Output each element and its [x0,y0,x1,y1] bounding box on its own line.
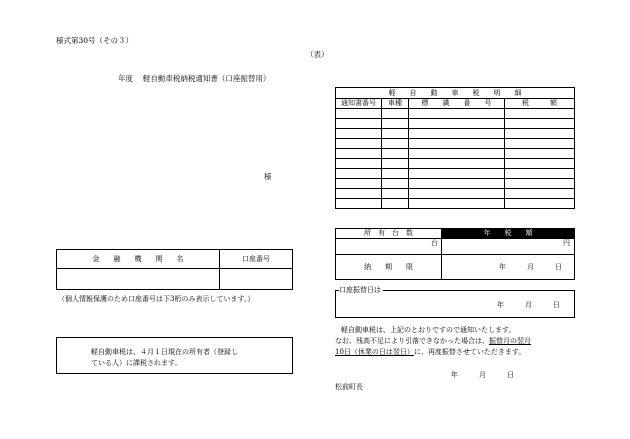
privacy-note: （個人情報保護のため口座番号は下3桁のみ表示しています。） [58,295,255,303]
detail-row [336,159,575,169]
detail-cell [382,189,409,199]
transfer-date-label: 口座振替日は [339,286,381,294]
transfer-date-value: 年 月 日 [497,301,560,309]
detail-row [336,199,575,209]
detail-cell [505,169,575,179]
detail-cell [336,129,382,139]
deadline-date: 年 月 日 [442,255,575,280]
detail-cell [409,199,505,209]
detail-cell [505,119,575,129]
vehicle-count-value: 台 [336,239,442,255]
notice-line3-text: に、再度振替させていただきます。 [413,348,526,356]
detail-cell [336,169,382,179]
detail-row [336,119,575,129]
annual-tax-label: 年 税 額 [442,229,575,239]
issue-date: 年 月 日 [451,371,514,379]
deadline-label: 納 期 限 [336,255,442,280]
detail-cell [336,179,382,189]
detail-table-title: 軽 自 動 車 税 明 細 [336,88,575,99]
tax-note-line1: 軽自動車税は、４月１日現在の所有者（登録し [91,348,238,356]
tax-summary-table [335,228,575,280]
notice-line1: 軽自動車税は、上記のとおりですので通知いたします。 [341,326,516,334]
detail-cell [336,109,382,119]
detail-cell [382,179,409,189]
detail-cell [505,159,575,169]
tax-note-line2: ている人）に課税されます。 [91,359,182,367]
bank-name-header: 金 融 機 関 名 [57,250,220,269]
detail-cell [382,129,409,139]
detail-cell [382,119,409,129]
detail-cell [382,109,409,119]
notice-line2-text: なお、残高不足により引落できなかった場合は、 [335,337,489,345]
detail-cell [382,149,409,159]
issuer-name: 松前町長 [335,383,363,391]
transfer-date-box [335,286,575,318]
detail-row [336,179,575,189]
header-vehicle-type: 車種 [382,99,409,109]
detail-cell [505,179,575,189]
bank-account-table [56,249,293,290]
addressee-suffix: 様 [264,172,272,181]
detail-cell [409,179,505,189]
detail-cell [505,139,575,149]
detail-cell [382,199,409,209]
notice-line2-underlined: 振替月の翌月 [489,337,531,345]
detail-row [336,109,575,119]
detail-cell [505,149,575,159]
detail-cell [505,109,575,119]
detail-cell [409,129,505,139]
notice-line3 [335,349,525,356]
detail-cell [409,149,505,159]
side-label: （表） [306,50,329,59]
detail-cell [409,159,505,169]
notice-line2 [335,338,531,345]
detail-cell [336,119,382,129]
header-plate-number: 標 識 番 号 [409,99,505,109]
annual-tax-value: 円 [442,239,575,255]
header-notice-number: 通知書番号 [336,99,382,109]
account-number-header: 口座番号 [220,250,293,269]
detail-cell [505,199,575,209]
header-tax-amount: 税 額 [505,99,575,109]
detail-cell [409,109,505,119]
detail-cell [336,159,382,169]
form-number: 様式第30号（その３） [56,36,134,45]
detail-cell [409,169,505,179]
detail-row [336,129,575,139]
detail-row [336,189,575,199]
detail-cell [336,189,382,199]
detail-cell [505,189,575,199]
detail-cell [505,129,575,139]
tax-detail-table [335,87,575,209]
detail-cell [336,139,382,149]
detail-cell [409,139,505,149]
vehicle-count-label: 所 有 台 数 [336,229,442,239]
detail-cell [382,159,409,169]
detail-cell [409,119,505,129]
account-number-cell [220,269,293,290]
detail-row [336,149,575,159]
detail-cell [382,169,409,179]
bank-name-cell [57,269,220,290]
detail-cell [336,149,382,159]
detail-cell [382,139,409,149]
detail-row [336,139,575,149]
notice-line3-underlined: 10日（休業の日は翌日） [335,348,414,356]
tax-note-box [56,337,293,374]
detail-cell [409,189,505,199]
notice-title: 年度 軽自動車税納税通知書（口座振替用） [118,74,271,83]
detail-cell [336,199,382,209]
detail-row [336,169,575,179]
